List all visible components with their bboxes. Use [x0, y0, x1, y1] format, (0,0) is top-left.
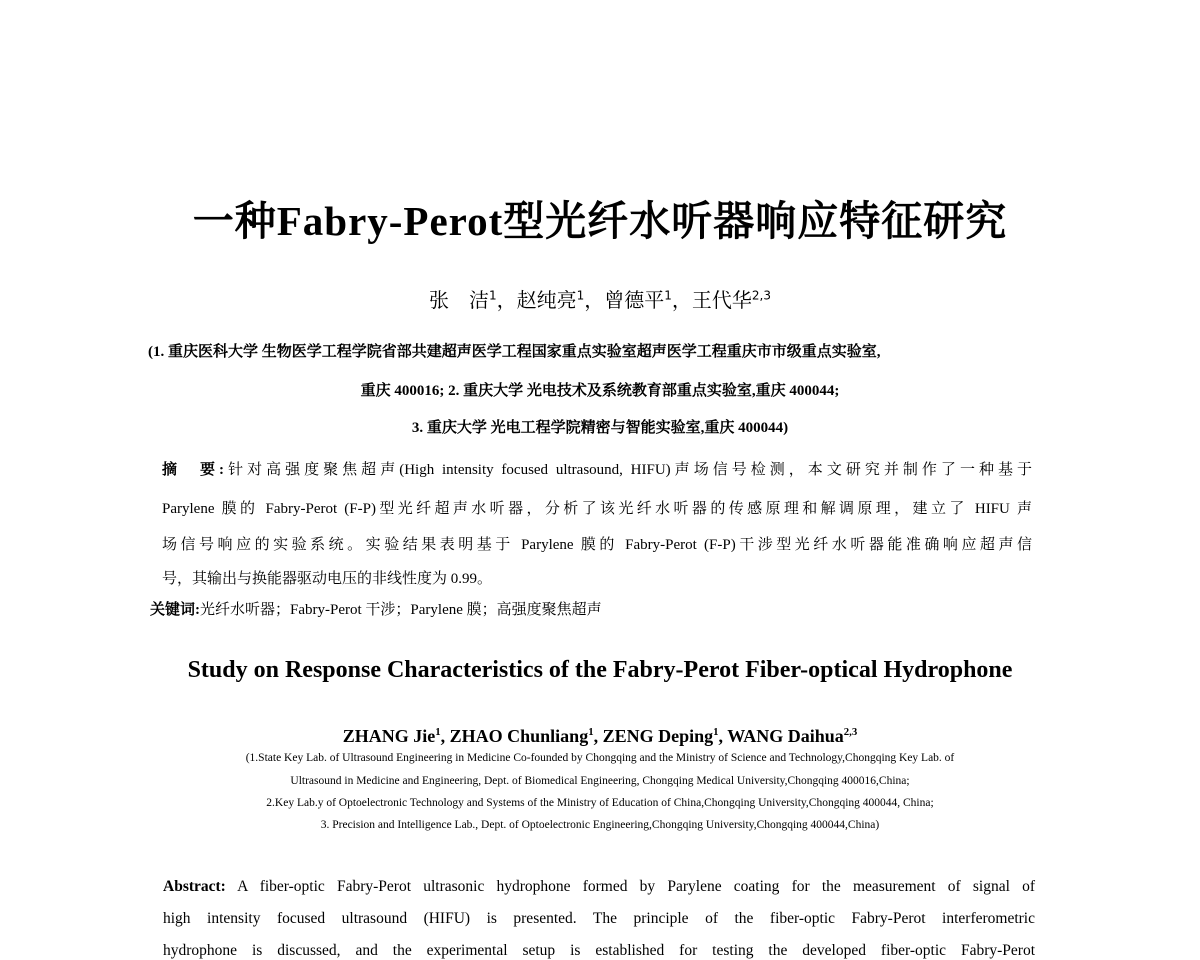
en-abstract-label: Abstract: — [163, 878, 226, 895]
cn-keywords-label: 关键词: — [150, 602, 200, 618]
author: 赵纯亮$^1$ — [516, 288, 585, 312]
cn-authors: 张 洁$^1$，赵纯亮$^1$，曾德平$^1$，王代华$^{2,3}$ — [428, 288, 771, 312]
author: ZHANG Jie$^1$ — [342, 726, 441, 746]
cn-abstract-line: 号，其输出与换能器驱动电压的非线性度为 0.99。 — [162, 571, 493, 587]
author: 曾德平$^1$ — [604, 288, 672, 312]
en-abstract-line: Abstract: A fiber-optic Fabry-Perot ultrasonic hydrophone formed by Parylene coating for the measurement of signal of — [163, 878, 1035, 895]
cn-abstract-line: 场信号响应的实验系统。实验结果表明基于 Parylene 膜的 Fabry-Perot (F-P)干涉型光纤水听器能准确响应超声信 — [162, 537, 1032, 553]
cn-title: 一种Fabry-Perot型光纤水听器响应特征研究 — [192, 198, 1008, 244]
author: 张 洁$^1$ — [428, 288, 497, 312]
cn-abstract-line: Parylene 膜的 Fabry-Perot (F-P)型光纤超声水听器，分析了该光纤水听器的传感原理和解调原理，建立了 HIFU 声 — [162, 501, 1032, 517]
author: ZHAO Chunliang$^1$ — [449, 726, 594, 746]
author: 王代华$^{2,3}$ — [691, 288, 771, 312]
en-affiliation-line: 3. Precision and Intelligence Lab., Dept. of Optoelectronic Engineering,Chongqing University,Chongqing 400044,China) — [320, 819, 880, 831]
cn-affiliation-line: 3. 重庆大学 光电工程学院精密与智能实验室,重庆 400044) — [411, 420, 789, 436]
en-authors: ZHANG Jie$^1$, ZHAO Chunliang$^1$, ZENG Deping$^1$, WANG Daihua$^{2,3}$ — [342, 726, 858, 746]
en-affiliation-line: Ultrasound in Medicine and Engineering, Dept. of Biomedical Engineering, Chongqing Medical University,Chongqing 400016,China; — [290, 775, 910, 787]
en-affiliation-line: 2.Key Lab.y of Optoelectronic Technology and Systems of the Ministry of Education of China,Chongqing University,Chongqing 400044, China; — [266, 797, 934, 809]
author: WANG Daihua$^{2,3}$ — [727, 726, 858, 746]
en-abstract-line: hydrophone is discussed, and the experimental setup is established for testing the developed fiber-optic Fabry-Perot — [163, 942, 1035, 959]
en-title: Study on Response Characteristics of the Fabry-Perot Fiber-optical Hydrophone — [187, 657, 1013, 683]
author: ZENG Deping$^1$ — [602, 726, 719, 746]
cn-keywords: 关键词:光纤水听器；Fabry-Perot 干涉；Parylene 膜；高强度聚焦超声 — [150, 602, 602, 618]
cn-affiliation-line: 重庆 400016; 2. 重庆大学 光电技术及系统教育部重点实验室,重庆 400044; — [360, 383, 840, 399]
cn-abstract-label: 摘 要: — [162, 462, 225, 478]
en-affiliation-line: (1.State Key Lab. of Ultrasound Engineering in Medicine Co-founded by Chongqing and the Ministry of Science and Technology,Chongqing Key Lab. of — [245, 752, 955, 764]
cn-affiliation-line: (1. 重庆医科大学 生物医学工程学院省部共建超声医学工程国家重点实验室超声医学工程重庆市市级重点实验室, — [148, 344, 881, 360]
en-abstract-line: high intensity focused ultrasound (HIFU) is presented. The principle of the fiber-optic Fabry-Perot interferometric — [163, 910, 1035, 927]
cn-abstract-line: 摘 要:针对高强度聚焦超声(High intensity focused ultrasound, HIFU)声场信号检测，本文研究并制作了一种基于 — [162, 462, 1032, 478]
